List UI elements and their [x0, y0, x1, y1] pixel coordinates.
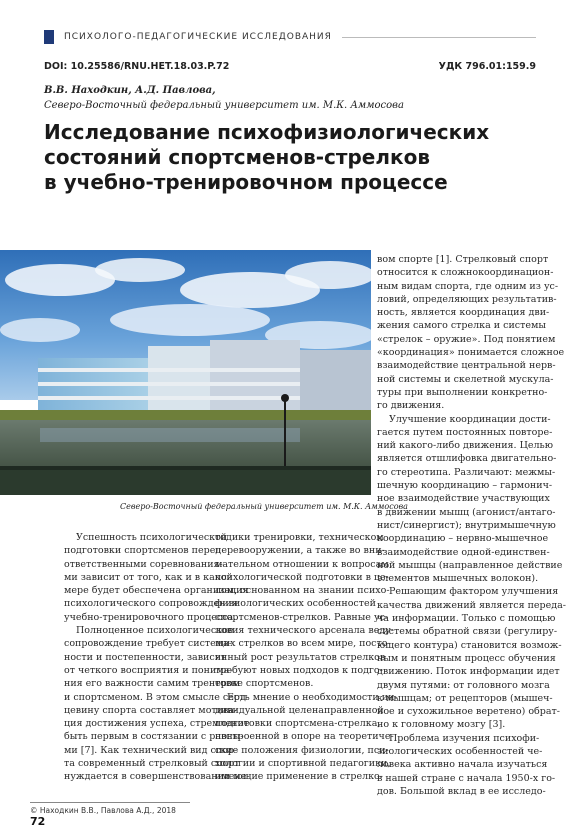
page-number: 72 [30, 815, 46, 828]
text-line: ным видам спорта, где одним из ус- [377, 280, 559, 292]
text-line: спортсменов-стрелков. Равные ус- [215, 611, 389, 623]
text-line: ной системы и скелетной мускула- [377, 373, 554, 385]
text-line: ющего контура) становится возмож- [377, 639, 562, 651]
text-line: построенной в опоре на теоретиче- [215, 731, 394, 743]
udk: УДК 796.01:159.9 [438, 61, 536, 72]
text-line: ми зависит от того, как и в какой [64, 571, 233, 583]
text-line: психологического сопровождения [64, 598, 238, 610]
text-line: перевооружении, а также во вни- [215, 545, 385, 557]
text-column-2 [215, 531, 398, 784]
text-line: координацию – нервно-мышечное [377, 533, 549, 545]
title-line: Исследование психофизиологических [44, 120, 490, 144]
text-line: нуждается в совершенствовании ме- [64, 771, 250, 783]
text-line: взаимодействие одной-единствен- [377, 546, 550, 558]
text-line: системы обратной связи (регулиру- [377, 626, 558, 638]
photo-caption: Северо-Восточный федеральный университет им. М.К. Аммосова [120, 502, 408, 511]
text-line: ной мышцы (направленное действие [377, 559, 563, 571]
text-line: взаимодействие центральной нерв- [377, 360, 556, 372]
footer-rule [30, 802, 190, 803]
affiliation: Северо-Восточный федеральный университет им. М.К. Аммосова [44, 100, 404, 111]
text-line: Проблема изучения психофи- [389, 732, 540, 744]
text-line: ция достижения успеха, стремление [64, 718, 250, 730]
text-line: цевину спорта составляет мотива- [64, 704, 238, 716]
title-line: состояний спортсменов-стрелков [44, 145, 430, 169]
text-line: Полноценное психологическое [76, 625, 234, 637]
text-line: требуют новых подходов к подго- [215, 664, 383, 676]
text-line: психологической подготовки в це- [215, 571, 389, 583]
text-line: шечную координацию – гармонич- [377, 480, 553, 492]
text-line: ча информации. Только с помощью [377, 613, 556, 625]
copyright: © Находкин В.В., Павлова А.Д., 2018 [30, 806, 176, 815]
text-line: «координация» понимается сложное [377, 347, 565, 359]
header-rule [342, 37, 536, 38]
text-line: зиологических особенностей че- [377, 745, 543, 757]
text-line: подготовки спортсмена-стрелка, [215, 718, 381, 730]
text-line: имеющие применение в стрелко- [215, 771, 383, 783]
text-line: Успешность психологической [76, 532, 228, 543]
text-line: ний какого-либо движения. Целью [377, 440, 553, 452]
text-line: лом, основанном на знании психо- [215, 585, 390, 597]
text-column-3 [377, 253, 566, 798]
text-line: товке спортсменов. [215, 678, 314, 690]
text-line: та современный стрелковый спорт [64, 758, 240, 770]
authors: В.В. Находкин, А.Д. Павлова, [44, 85, 216, 96]
text-line: от четкого восприятия и понима- [64, 664, 233, 676]
text-line: элементов мышечных волокон). [377, 573, 539, 585]
text-line: Есть мнение о необходимости ин- [227, 691, 398, 703]
text-line: жения самого стрелка и системы [377, 320, 546, 332]
text-line: ловека активно начала изучаться [377, 759, 548, 771]
text-line: тодики тренировки, техническом [215, 532, 384, 543]
text-line: мательном отношении к вопросам [215, 558, 389, 570]
text-line: ские положения физиологии, пси- [215, 744, 389, 756]
text-line: ловий, определяющих результатив- [377, 293, 557, 305]
text-line: туры при выполнении конкретно- [377, 386, 548, 398]
text-line: вом спорте [1]. Стрелковый спорт [377, 254, 549, 265]
text-line: янный рост результатов стрелков [215, 651, 386, 663]
section-title: ПСИХОЛОГО-ПЕДАГОГИЧЕСКИЕ ИССЛЕДОВАНИЯ [64, 32, 332, 42]
text-line: ное и сухожильное веретено) обрат- [377, 706, 560, 718]
text-line: «стрелок – оружие». Под понятием [377, 333, 556, 345]
text-line: физиологических особенностей [215, 598, 376, 610]
text-line: гается путем постоянных повторе- [377, 426, 553, 438]
text-line: Решающим фактором улучшения [389, 586, 559, 598]
section-marker [44, 30, 54, 44]
text-line: в движении мышц (агонист/антаго- [377, 506, 556, 518]
text-line: ным и понятным процесс обучения [377, 652, 556, 664]
university-building-image [0, 250, 371, 495]
text-line: дивидуальной целенаправленной [215, 704, 384, 716]
text-line: движению. Поток информации идет [377, 666, 560, 678]
title-line: в учебно-тренировочном процессе [44, 170, 448, 194]
text-line: подготовки спортсменов перед [64, 545, 222, 557]
text-line: ловия технического арсенала веду- [215, 625, 394, 637]
text-line: Улучшение координации дости- [389, 413, 551, 425]
text-line: но к головному мозгу [3]. [377, 719, 506, 731]
text-line: быть первым в состязании с равны- [64, 731, 244, 743]
text-line: нист/синергист); внутримышечную [377, 519, 556, 531]
text-line: к мышцам; от рецепторов (мышеч- [377, 692, 553, 704]
article-title [44, 120, 514, 195]
text-line: ное взаимодействие участвующих [377, 493, 550, 505]
text-line: является отшлифовка двигательно- [377, 453, 557, 465]
text-line: дов. Большой вклад в ее исследо- [377, 785, 546, 797]
text-column-1 [64, 531, 250, 784]
text-line: качества движений является переда- [377, 599, 566, 611]
doi: DOI: 10.25586/RNU.HET.18.03.P.72 [44, 61, 230, 72]
section-header [44, 30, 536, 44]
text-line: сопровождение требует система- [64, 638, 233, 650]
text-line: ности и постепенности, зависит [64, 651, 227, 663]
text-line: и спортсменом. В этом смысле серд- [64, 691, 249, 703]
text-line: относится к сложнокоординацион- [377, 267, 554, 279]
text-line: в нашей стране с начала 1950-х го- [377, 772, 556, 784]
text-line: двумя путями: от головного мозга [377, 679, 550, 691]
text-line: ность, является координация дви- [377, 307, 550, 319]
text-line: хологии и спортивной педагогики, [215, 758, 391, 770]
text-line: щих стрелков во всем мире, посто- [215, 638, 391, 650]
text-line: го движения. [377, 400, 445, 412]
text-line: ми [7]. Как технический вид спор- [64, 744, 238, 756]
university-photo [0, 250, 371, 495]
text-line: ния его важности самим тренером [64, 678, 240, 690]
text-line: го стереотипа. Различают: межмы- [377, 466, 556, 478]
text-line: ответственными соревнования- [64, 558, 223, 570]
text-line: мере будет обеспечена организация [64, 585, 249, 597]
text-line: учебно-тренировочного процесса. [64, 611, 237, 623]
